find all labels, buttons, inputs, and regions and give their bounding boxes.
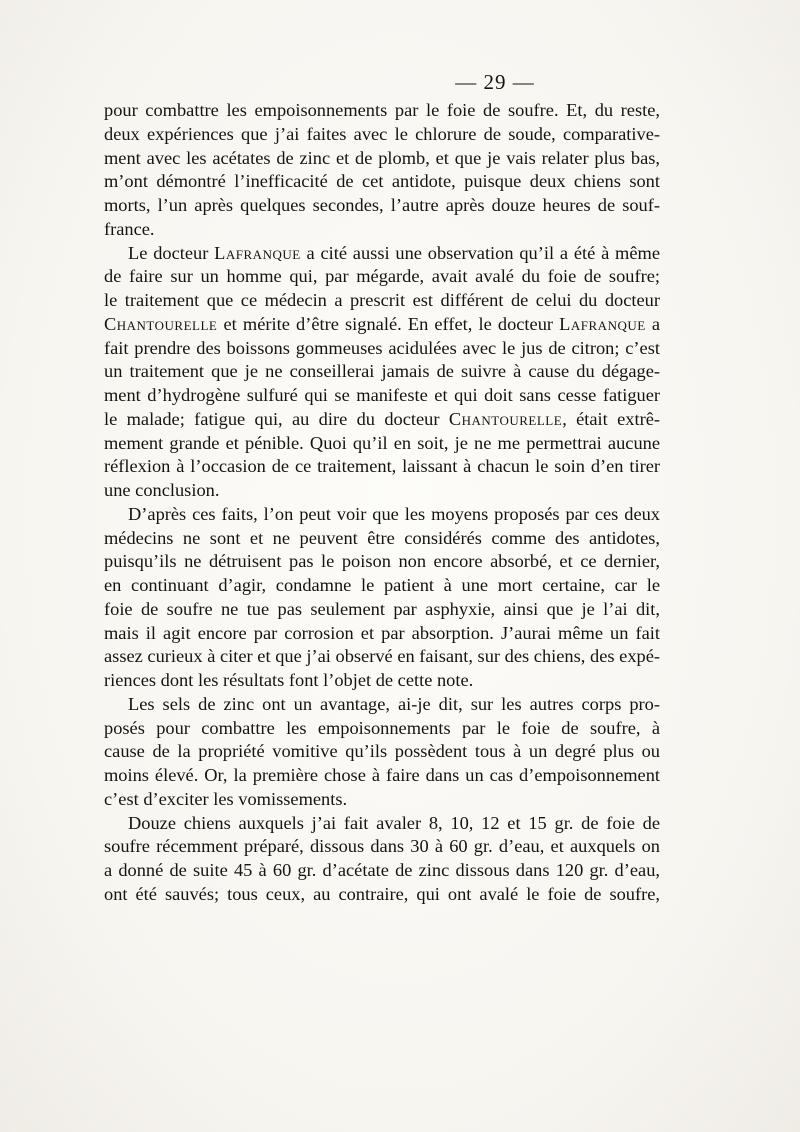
text-run: ont été sauvés; tous ceux, au contraire, qui ont avalé le foie de soufre,: [104, 883, 660, 904]
paragraph: [104, 693, 660, 812]
text-run: mais il agit encore par corrosion et par absorption. J’aurai même un fait: [104, 622, 660, 643]
text-line: [104, 479, 660, 503]
text-line: [104, 788, 660, 812]
text-run: cause de la propriété vomitive qu’ils possèdent tous à un degré plus ou: [104, 741, 660, 762]
text-line: [104, 883, 660, 907]
text-line: [104, 289, 660, 313]
paragraph: [104, 812, 660, 907]
text-run: pour combattre les empoisonnements par le foie de soufre. Et, du reste,: [104, 100, 660, 120]
text-run: foie de soufre ne tue pas seulement par asphyxie, ainsi que je l’ai dit,: [104, 598, 660, 619]
text-line: [104, 337, 660, 361]
paragraph: [104, 503, 660, 693]
paragraph: [104, 242, 660, 503]
text-run: assez curieux à citer et que j’ai observé en faisant, sur des chiens, des expé-: [104, 646, 660, 667]
text-run: ment d’hydrogène sulfuré qui se manifeste et qui doit sans cesse fatiguer: [104, 385, 660, 405]
text-run: une conclusion.: [104, 480, 220, 500]
text-line: [104, 835, 660, 859]
text-run: , était extrê-: [562, 408, 660, 429]
text-line: [104, 550, 660, 574]
text-line: [104, 123, 660, 147]
text-run: en continuant d’agir, condamne le patient à une mort certaine, car le: [104, 575, 660, 595]
text-run: m’ont démontré l’inefficacité de cet antidote, puisque deux chiens sont: [104, 171, 660, 192]
text-line: [104, 432, 660, 456]
text-line: [104, 574, 660, 598]
text-line: [104, 859, 660, 883]
text-line: [104, 764, 660, 788]
text-line: [104, 455, 660, 479]
text-run: posés pour combattre les empoisonnements par le foie de soufre, à: [104, 717, 660, 738]
text-line: [104, 693, 660, 717]
text-run: morts, l’un après quelques secondes, l’autre après douze heures de souf-: [104, 195, 660, 215]
text-run: a cité aussi une observation qu’il a été à même: [300, 242, 660, 263]
proper-name: Chantourelle: [104, 313, 218, 334]
text-line: [104, 242, 660, 266]
text-run: deux expériences que j’ai faites avec le chlorure de soude, comparative-: [104, 123, 660, 144]
text-line: [104, 360, 660, 384]
text-run: le malade; fatigue qui, au dire du docteur: [104, 408, 449, 429]
text-line: [104, 170, 660, 194]
proper-name: Lafranque: [214, 242, 301, 263]
text-line: [104, 194, 660, 218]
body-text: [104, 99, 660, 907]
text-run: D’après ces faits, l’on peut voir que les moyens proposés par ces deux: [128, 503, 660, 524]
text-line: [104, 265, 660, 289]
text-line: [104, 622, 660, 646]
text-line: [104, 147, 660, 171]
text-run: de faire sur un homme qui, par mégarde, avait avalé du foie de soufre;: [104, 266, 660, 287]
text-line: [104, 527, 660, 551]
text-run: moins élevé. Or, la première chose à faire dans un cas d’empoisonnement: [104, 765, 660, 785]
text-run: le traitement que ce médecin a prescrit est différent de celui du docteur: [104, 290, 660, 310]
text-run: fait prendre des boissons gommeuses acidulées avec le jus de citron; c’est: [104, 337, 660, 358]
text-run: médecins ne sont et ne peuvent être considérés comme des antidotes,: [104, 527, 660, 548]
text-line: [104, 740, 660, 764]
text-line: [104, 812, 660, 836]
text-run: puisqu’ils ne détruisent pas le poison non encore absorbé, et ce dernier,: [104, 551, 660, 572]
text-run: mement grande et pénible. Quoi qu’il en soit, je ne me permettrai aucune: [104, 432, 660, 453]
text-run: a donné de suite 45 à 60 gr. d’acétate de zinc dissous dans 120 gr. d’eau,: [104, 860, 660, 880]
text-line: [104, 313, 660, 337]
text-run: soufre récemment préparé, dissous dans 30 à 60 gr. d’eau, et auxquels on: [104, 836, 660, 857]
text-line: [104, 384, 660, 408]
proper-name: Lafranque: [559, 313, 646, 334]
text-line: [104, 645, 660, 669]
text-line: [104, 503, 660, 527]
text-run: Le docteur: [128, 242, 215, 263]
page-number: — 29 —: [455, 70, 535, 94]
text-run: a: [645, 313, 660, 334]
text-line: [104, 717, 660, 741]
text-line: [104, 218, 660, 242]
text-line: [104, 598, 660, 622]
proper-name: Chantourelle: [448, 408, 563, 429]
paragraph: [104, 99, 660, 242]
text-run: c’est d’exciter les vomissements.: [104, 788, 348, 809]
text-run: Les sels de zinc ont un avantage, ai-je dit, sur les autres corps pro-: [128, 693, 660, 714]
text-run: ment avec les acétates de zinc et de plomb, et que je vais relater plus bas,: [104, 147, 660, 168]
text-run: Douze chiens auxquels j’ai fait avaler 8, 10, 12 et 15 gr. de foie de: [128, 812, 660, 833]
text-run: et mérite d’être signalé. En effet, le docteur: [217, 313, 560, 334]
text-line: [104, 408, 660, 432]
text-line: [104, 99, 660, 123]
text-run: réflexion à l’occasion de ce traitement, laissant à chacun le soin d’en tirer: [104, 456, 660, 477]
text-run: france.: [104, 218, 155, 239]
text-run: riences dont les résultats font l’objet de cette note.: [104, 670, 474, 690]
text-run: un traitement que je ne conseillerai jamais de suivre à cause du dégage-: [104, 361, 660, 382]
text-line: [104, 669, 660, 693]
